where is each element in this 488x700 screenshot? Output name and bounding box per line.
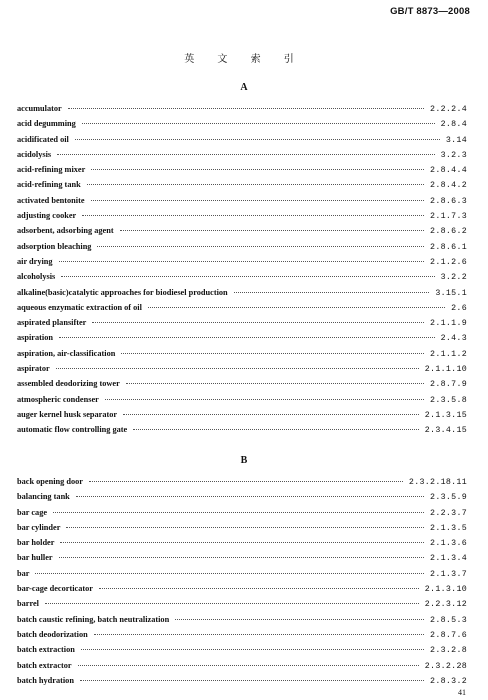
dot-leader xyxy=(78,664,419,666)
dot-leader xyxy=(68,107,424,109)
index-entry xyxy=(17,581,467,596)
index-entry xyxy=(17,132,467,147)
index-entry xyxy=(17,162,467,177)
page-number: 41 xyxy=(458,688,466,697)
index-title: 英 文 索 引 xyxy=(184,54,304,65)
index-term: air drying xyxy=(17,256,53,266)
dot-leader xyxy=(35,572,424,574)
index-term: aspiration, air-classification xyxy=(17,348,116,358)
index-term: bar-cage decorticator xyxy=(17,584,93,594)
index-reference-number: 2.1.3.4 xyxy=(430,554,467,564)
index-reference-number: 2.3.4.15 xyxy=(424,426,467,436)
index-entry xyxy=(17,330,467,345)
index-reference-number: 2.2.3.7 xyxy=(430,508,467,518)
dot-leader xyxy=(81,648,424,650)
index-entries-a xyxy=(17,101,467,438)
dot-leader xyxy=(97,245,424,247)
index-entry xyxy=(17,285,467,300)
index-entry xyxy=(17,474,467,489)
index-reference-number: 2.1.3.6 xyxy=(430,539,467,549)
dot-leader xyxy=(59,336,435,338)
index-reference-number: 2.6 xyxy=(451,303,467,313)
index-reference-number: 2.8.3.2 xyxy=(430,676,467,686)
standard-code: GB/T 8873—2008 xyxy=(390,6,470,17)
index-reference-number: 2.1.1.2 xyxy=(430,349,467,359)
index-entry xyxy=(17,101,467,116)
dot-leader xyxy=(80,679,424,681)
index-term: back opening door xyxy=(17,477,83,486)
index-entry xyxy=(17,300,467,315)
section-letter-a: A xyxy=(240,82,248,93)
index-term: auger kernel husk separator xyxy=(17,409,118,419)
index-reference-number: 2.1.2.6 xyxy=(430,257,467,267)
index-reference-number: 2.8.4.4 xyxy=(430,166,467,176)
index-term: acid degumming xyxy=(17,119,76,129)
index-entry xyxy=(17,376,467,391)
dot-leader xyxy=(75,138,440,140)
index-entry xyxy=(17,193,467,208)
index-reference-number: 3.14 xyxy=(445,135,467,145)
index-entry xyxy=(17,392,467,407)
index-reference-number: 2.1.3.7 xyxy=(430,569,467,579)
dot-leader xyxy=(120,229,424,231)
dot-leader xyxy=(82,214,424,216)
index-reference-number: 2.3.5.9 xyxy=(430,493,467,503)
index-entry xyxy=(17,489,467,504)
index-term: bar cylinder xyxy=(17,522,61,532)
index-entry xyxy=(17,520,467,535)
dot-leader xyxy=(87,183,424,185)
index-reference-number: 2.4.3 xyxy=(440,334,467,344)
index-entry xyxy=(17,346,467,361)
index-reference-number: 2.1.3.5 xyxy=(430,523,467,533)
index-entry xyxy=(17,254,467,269)
index-reference-number: 2.1.7.3 xyxy=(430,212,467,222)
index-term: aspiration xyxy=(17,333,53,343)
index-term: batch hydration xyxy=(17,675,74,685)
dot-leader xyxy=(60,541,424,543)
dot-leader xyxy=(123,413,419,415)
index-term: accumulator xyxy=(17,104,62,113)
index-term: atmospheric condenser xyxy=(17,394,99,404)
index-reference-number: 2.8.4 xyxy=(440,120,467,130)
index-entry xyxy=(17,642,467,657)
index-term: adsorbent, adsorbing agent xyxy=(17,226,114,236)
dot-leader xyxy=(92,321,424,323)
index-reference-number: 3.2.2 xyxy=(440,273,467,283)
index-reference-number: 2.1.3.10 xyxy=(424,585,467,595)
index-term: acid-refining tank xyxy=(17,180,81,190)
index-term: aqueous enzymatic extraction of oil xyxy=(17,302,142,312)
dot-leader xyxy=(59,556,424,558)
index-reference-number: 2.2.2.4 xyxy=(430,105,467,114)
index-entry xyxy=(17,422,467,437)
index-reference-number: 2.1.1.10 xyxy=(424,365,467,375)
index-reference-number: 2.8.7.6 xyxy=(430,630,467,640)
index-term: adjusting cooker xyxy=(17,211,77,221)
index-reference-number: 2.8.7.9 xyxy=(430,380,467,390)
dot-leader xyxy=(133,428,419,430)
index-reference-number: 3.2.3 xyxy=(440,150,467,160)
index-reference-number: 2.8.6.2 xyxy=(430,227,467,237)
index-reference-number: 2.3.2.8 xyxy=(430,646,467,656)
index-term: aspirated plansifter xyxy=(17,318,87,328)
dot-leader xyxy=(121,352,424,354)
index-entry xyxy=(17,147,467,162)
dot-leader xyxy=(56,367,419,369)
index-entries-b xyxy=(17,474,467,688)
dot-leader xyxy=(234,291,430,293)
index-term: adsorption bleaching xyxy=(17,241,92,251)
index-term: batch deodorization xyxy=(17,629,88,639)
index-reference-number: 2.3.2.18.11 xyxy=(408,478,467,487)
dot-leader xyxy=(89,480,403,482)
index-entry xyxy=(17,208,467,223)
index-term: automatic flow controlling gate xyxy=(17,425,128,435)
index-term: aspirator xyxy=(17,364,50,374)
index-entry xyxy=(17,566,467,581)
dot-leader xyxy=(99,587,419,589)
index-term: bar xyxy=(17,568,30,578)
dot-leader xyxy=(148,306,445,308)
index-term: barrel xyxy=(17,599,39,609)
dot-leader xyxy=(59,260,424,262)
index-reference-number: 2.8.6.3 xyxy=(430,196,467,206)
index-term: alkaline(basic)catalytic approaches for biodiesel production xyxy=(17,287,228,297)
index-term: batch caustic refining, batch neutralization xyxy=(17,614,170,624)
index-entry xyxy=(17,177,467,192)
index-entry xyxy=(17,269,467,284)
dot-leader xyxy=(66,526,424,528)
index-term: batch extraction xyxy=(17,645,75,655)
index-reference-number: 3.15.1 xyxy=(435,288,467,298)
dot-leader xyxy=(91,199,425,201)
index-entry xyxy=(17,612,467,627)
index-entry xyxy=(17,673,467,688)
index-entry xyxy=(17,505,467,520)
dot-leader xyxy=(61,275,434,277)
index-reference-number: 2.8.6.1 xyxy=(430,242,467,252)
index-entry xyxy=(17,239,467,254)
index-entry xyxy=(17,627,467,642)
dot-leader xyxy=(91,168,424,170)
dot-leader xyxy=(175,618,424,620)
index-reference-number: 2.1.3.15 xyxy=(424,410,467,420)
index-entry xyxy=(17,658,467,673)
dot-leader xyxy=(82,122,435,124)
index-term: acidolysis xyxy=(17,149,52,159)
dot-leader xyxy=(105,398,424,400)
index-reference-number: 2.1.1.9 xyxy=(430,319,467,329)
index-entry xyxy=(17,361,467,376)
index-reference-number: 2.8.5.3 xyxy=(430,615,467,625)
index-term: batch extractor xyxy=(17,660,72,670)
index-term: activated bentonite xyxy=(17,195,85,205)
index-entry xyxy=(17,315,467,330)
index-reference-number: 2.3.5.8 xyxy=(430,395,467,405)
index-entry xyxy=(17,407,467,422)
index-term: assembled deodorizing tower xyxy=(17,379,120,389)
index-term: bar huller xyxy=(17,553,53,563)
index-entry xyxy=(17,535,467,550)
dot-leader xyxy=(53,511,424,513)
index-term: acidificated oil xyxy=(17,134,69,144)
index-term: bar holder xyxy=(17,538,55,548)
index-entry xyxy=(17,596,467,611)
index-reference-number: 2.8.4.2 xyxy=(430,181,467,191)
index-term: balancing tank xyxy=(17,492,70,502)
index-term: alcoholysis xyxy=(17,272,56,282)
index-term: bar cage xyxy=(17,507,48,517)
index-term: acid-refining mixer xyxy=(17,165,86,175)
index-reference-number: 2.3.2.28 xyxy=(424,661,467,671)
dot-leader xyxy=(45,602,419,604)
index-entry xyxy=(17,116,467,131)
section-letter-b: B xyxy=(240,455,248,466)
dot-leader xyxy=(126,382,424,384)
index-reference-number: 2.2.3.12 xyxy=(424,600,467,610)
index-entry xyxy=(17,550,467,565)
index-entry xyxy=(17,223,467,238)
dot-leader xyxy=(76,495,424,497)
dot-leader xyxy=(94,633,424,635)
dot-leader xyxy=(57,153,434,155)
